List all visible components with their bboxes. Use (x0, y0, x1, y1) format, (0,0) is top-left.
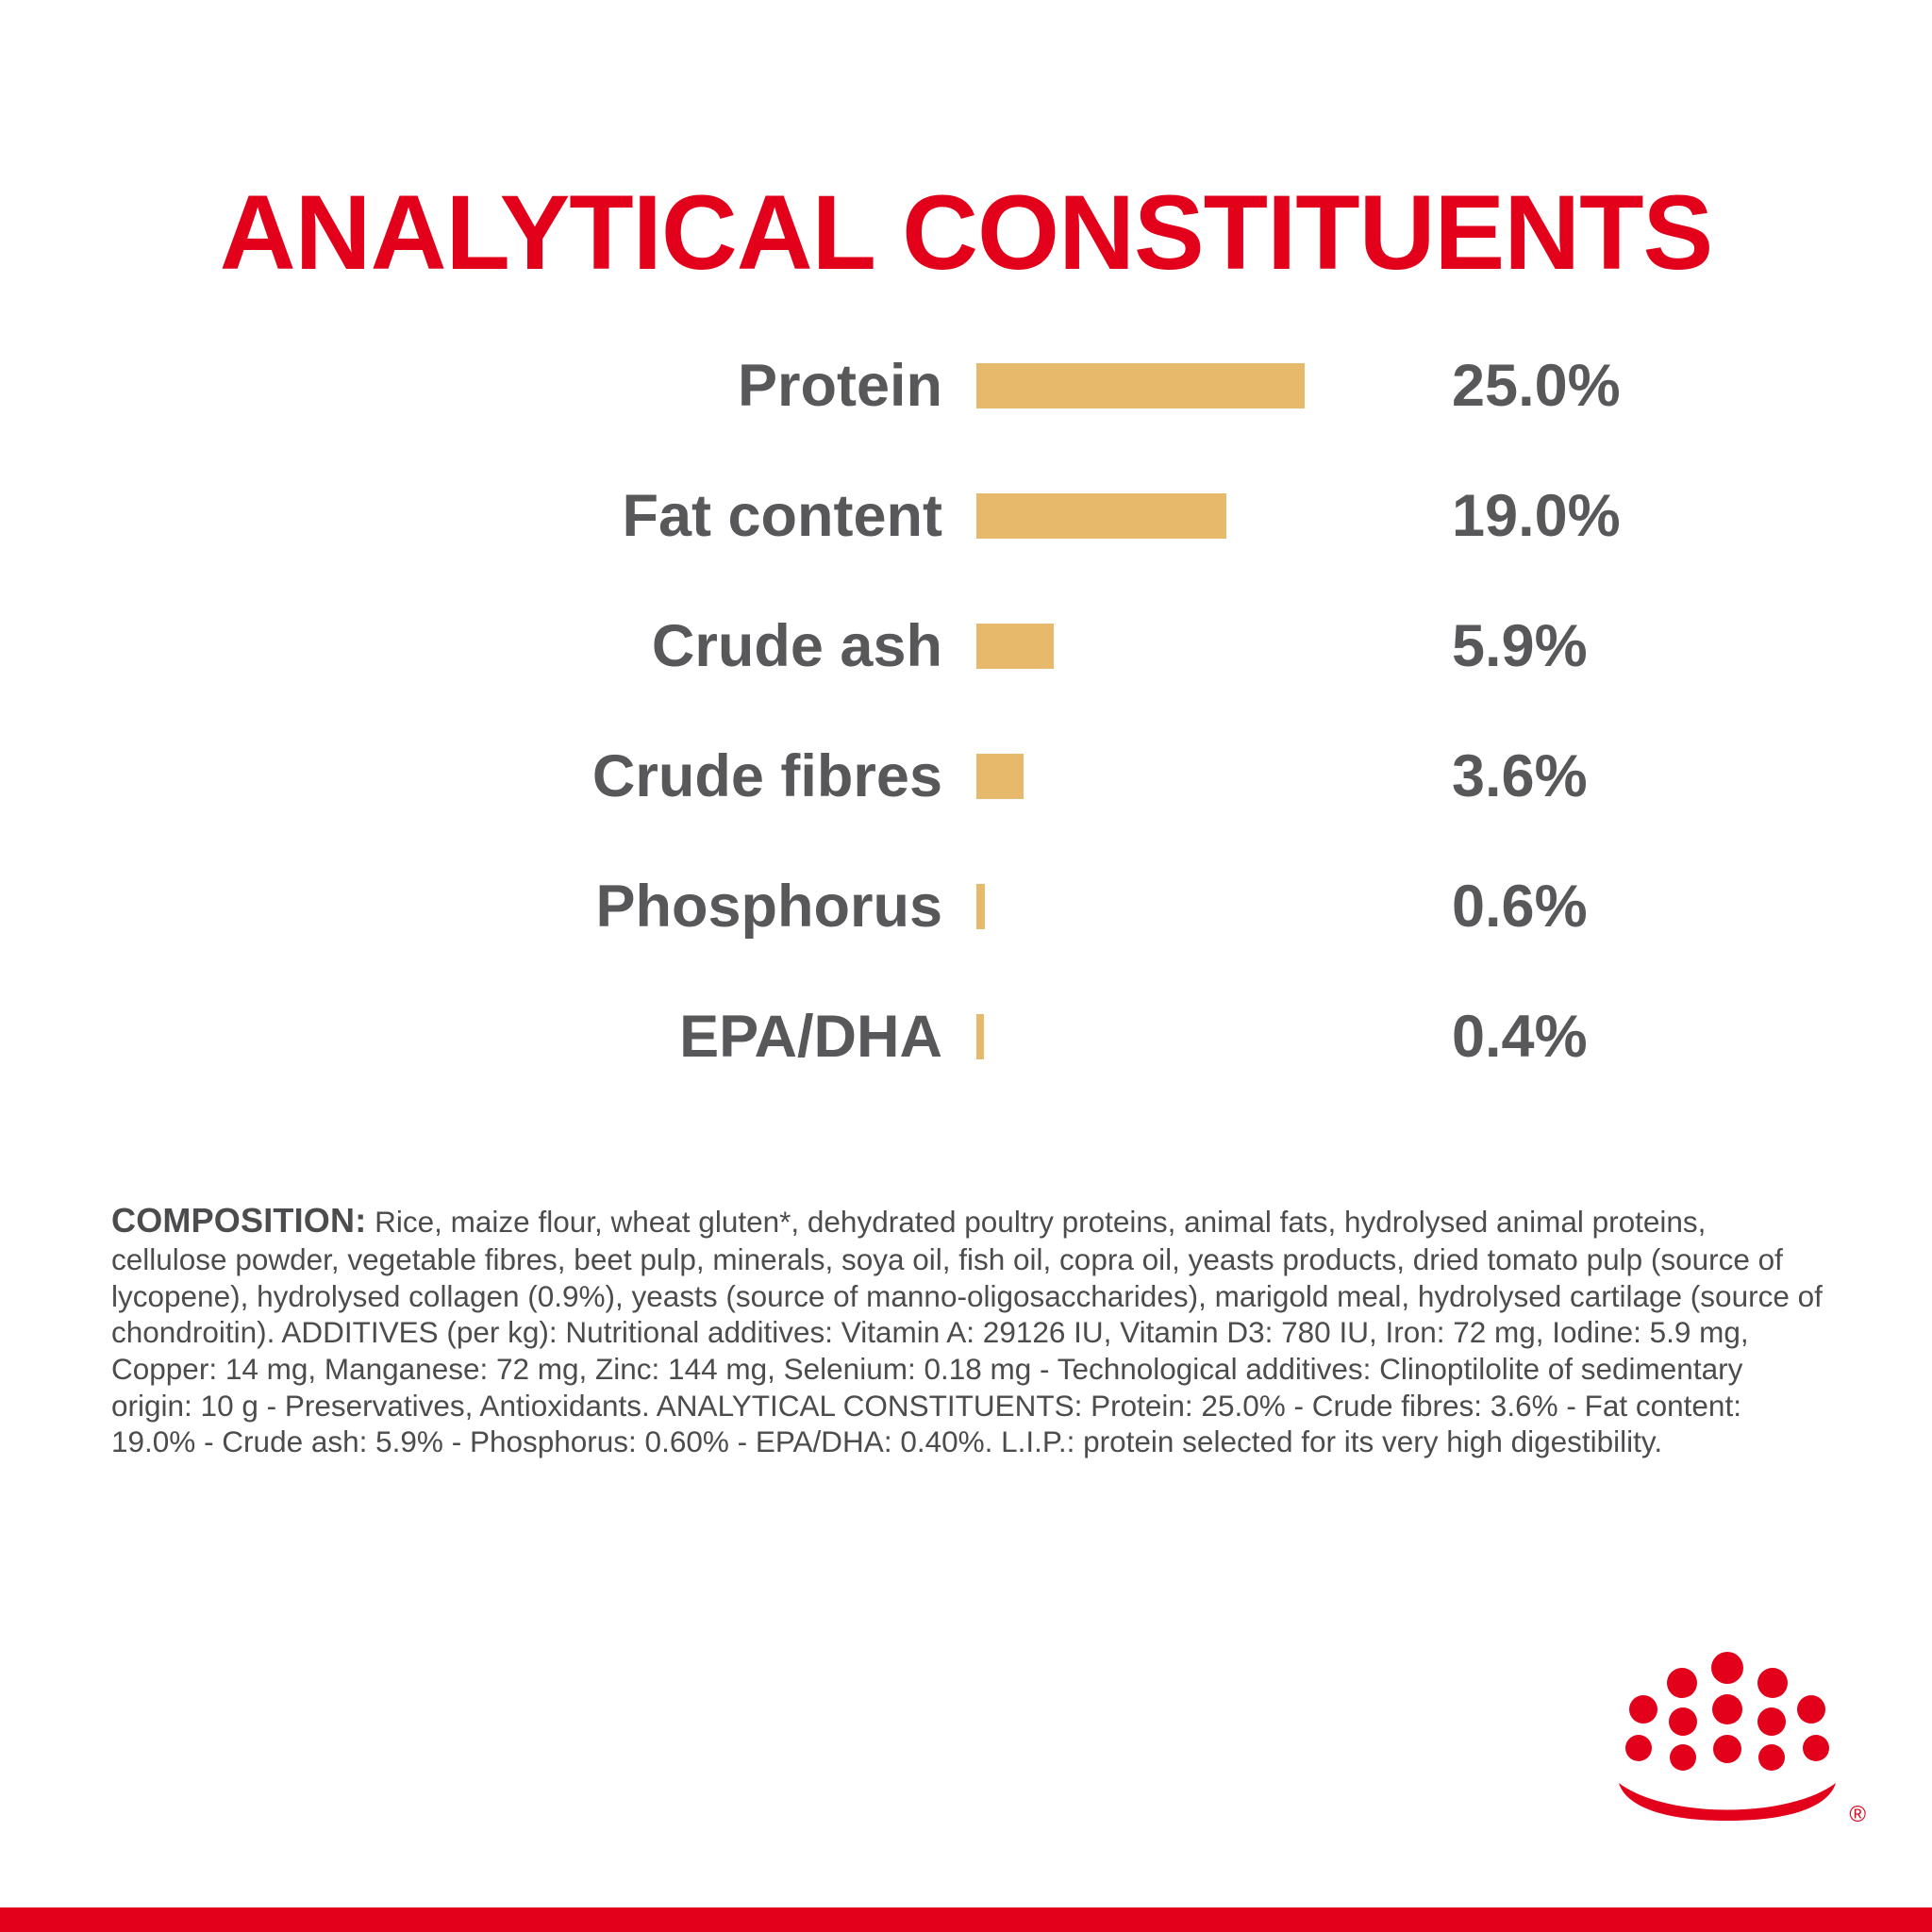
chart-bar-track (976, 624, 1420, 669)
chart-row-value: 0.6% (1452, 873, 1588, 940)
chart-row (0, 451, 1932, 581)
composition-paragraph (111, 1200, 1828, 1461)
chart-row-label: Phosphorus (595, 873, 942, 940)
chart-row-value: 3.6% (1452, 742, 1588, 809)
composition-lead-label: COMPOSITION: (111, 1200, 367, 1240)
chart-row-label: Crude fibres (591, 742, 942, 809)
composition-body-text: Rice, maize flour, wheat gluten*, dehydrated poultry proteins, animal fats, hydrolysed animal proteins, cellulose powder, vegetable fibres, beet pulp, minerals, soya oil, fish oil, copra oil, yeasts products, dried tomato pulp (source of lycopene), hydrolysed collagen (0.9%), yeasts (source of manno-oligosaccharides), marigold meal, hydrolysed cartilage (source of chondroitin). ADDITIVES (per kg): Nutritional additives: Vitamin A: 29126 IU, Vitamin D3: 780 IU, Iron: 72 mg, Iodine: 5.9 mg, Copper: 14 mg, Manganese: 72 mg, Zinc: 144 mg, Selenium: 0.18 mg - Technological additives: Clinoptilolite of sedimentary origin: 10 g - Preservatives, Antioxidants. ANALYTICAL CONSTITUENTS: Protein: 25.0% - Crude fibres: 3.6% - Fat content: 19.0% - Crude ash: 5.9% - Phosphorus: 0.60% - EPA/DHA: 0.40%. L.I.P.: protein selected for its very high digestibility. (111, 1204, 1823, 1459)
chart-row-label: EPA/DHA (679, 1003, 942, 1070)
chart-row-label: Protein (737, 352, 942, 419)
chart-row (0, 581, 1932, 711)
chart-row-label: Fat content (622, 482, 942, 549)
page-title: ANALYTICAL CONSTITUENTS (219, 174, 1713, 292)
chart-row (0, 841, 1932, 972)
chart-row (0, 972, 1932, 1102)
chart-row-value: 19.0% (1452, 482, 1621, 549)
chart-bar (976, 363, 1305, 408)
chart-bar-track (976, 754, 1420, 799)
chart-bar-track (976, 1014, 1420, 1059)
chart-bar-track (976, 884, 1420, 929)
chart-bar-track (976, 363, 1420, 408)
chart-bar (976, 624, 1054, 669)
chart-bar (976, 1014, 984, 1059)
chart-bar-track (976, 493, 1420, 539)
chart-bar (976, 493, 1226, 539)
chart-row-value: 5.9% (1452, 612, 1588, 679)
chart-bar (976, 884, 985, 929)
chart-row-value: 0.4% (1452, 1003, 1588, 1070)
royal-canin-crown-logo (1609, 1651, 1845, 1821)
chart-row-value: 25.0% (1452, 352, 1621, 419)
bottom-red-strip (0, 1907, 1932, 1932)
analytical-constituents-chart (0, 321, 1932, 1102)
chart-row-label: Crude ash (651, 612, 942, 679)
registered-trademark-mark: ® (1849, 1802, 1866, 1827)
chart-row (0, 321, 1932, 451)
chart-row (0, 711, 1932, 841)
chart-bar (976, 754, 1024, 799)
